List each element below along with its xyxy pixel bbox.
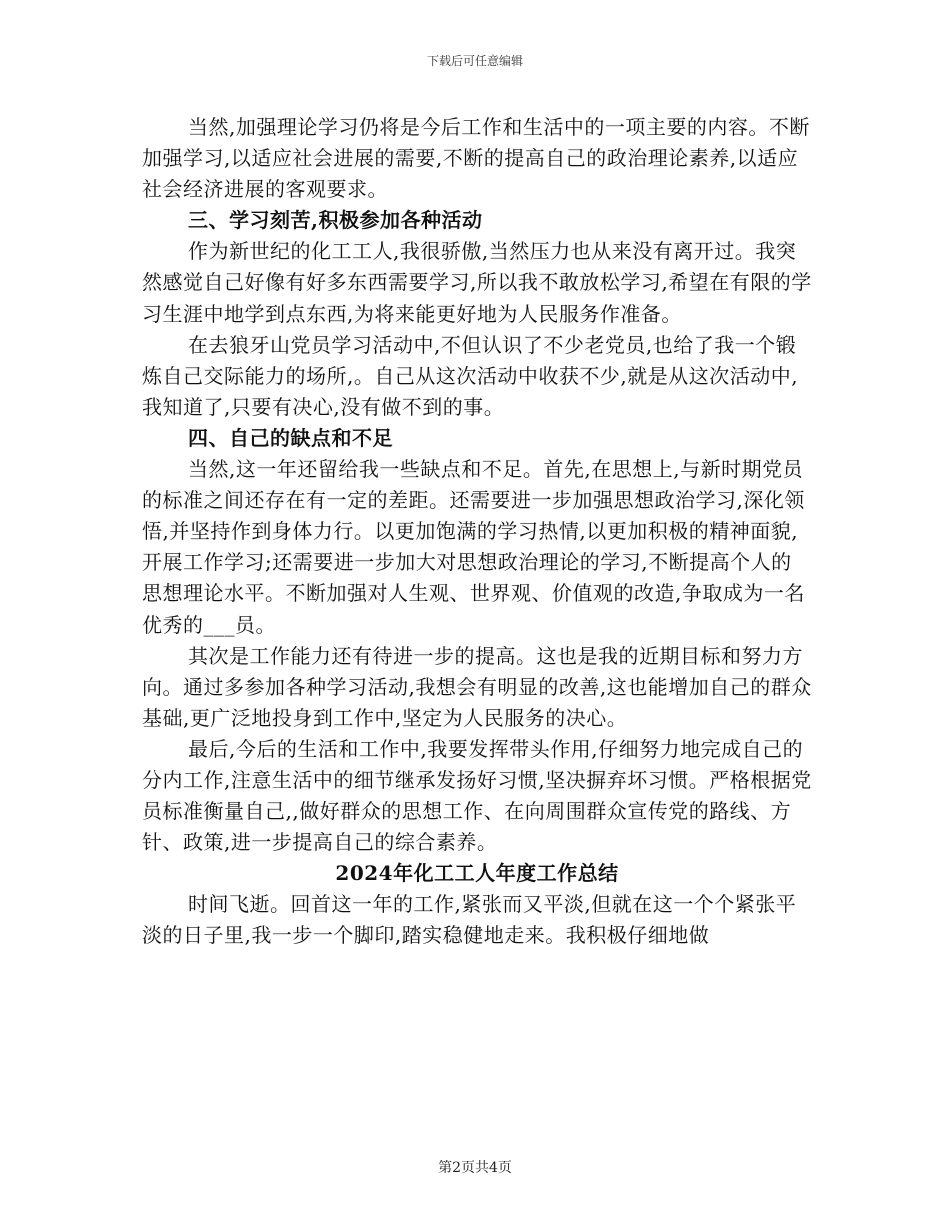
page-header: 下载后可任意编辑 (426, 54, 523, 68)
page-footer: 第2页共4页 (438, 1160, 512, 1176)
paragraph-chemical-worker: 作为新世纪的化工工人,我很骄傲,当然压力也从来没有离开过。我突然感觉自己好像有好多东西需要学习,所以我不敢放松学习,希望在有限的学习生涯中地学到点东西,为将来能更好地为人民服务作准备。 (142, 239, 812, 326)
paragraph-theory-study: 当然,加强理论学习仍将是今后工作和生活中的一项主要的内容。不断加强学习,以适应社会进展的需要,不断的提高自己的政治理论素养,以适应社会经济进展的客观要求。 (142, 115, 810, 202)
document-title-2024: 2024年化工工人年度工作总结 (335, 861, 619, 886)
paragraph-langya-activity: 在去狼牙山党员学习活动中,不但认识了不少老党员,也给了我一个锻炼自己交际能力的场所,。自己从这次活动中收获不少,就是从这次活动中,我知道了,只要有决心,没有做不到的事。 (142, 332, 799, 419)
section-heading-3: 三、学习刻苦,积极参加各种活动 (188, 208, 483, 233)
paragraph-finally: 最后,今后的生活和工作中,我要发挥带头作用,仔细努力地完成自己的分内工作,注意生活中的细节继承发扬好习惯,坚决摒弃坏习惯。严格根据党员标准衡量自己,,做好群众的思想工作、在向周围群众宣传党的路线、方针、政策,进一步提高自己的综合素养。 (142, 736, 812, 855)
paragraph-time-flies: 时间飞逝。回首这一年的工作,紧张而又平淡,但就在这一个个紧张平淡的日子里,我一步一个脚印,踏实稳健地走来。我积极仔细地做 (142, 892, 797, 948)
section-heading-4: 四、自己的缺点和不足 (188, 425, 393, 450)
document-body (142, 112, 812, 952)
paragraph-shortcomings: 当然,这一年还留给我一些缺点和不足。首先,在思想上,与新时期党员的标准之间还存在有一定的差距。还需要进一步加强思想政治学习,深化领悟,并坚持作到身体力行。以更加饱满的学习热情,以更加积极的精神面貌,开展工作学习;还需要进一步加大对思想政治理论的学习,不断提高个人的思想理论水平。不断加强对人生观、世界观、价值观的改造,争取成为一名优秀的___员。 (142, 457, 805, 637)
paragraph-work-ability: 其次是工作能力还有待进一步的提高。这也是我的近期目标和努力方向。通过多参加各种学习活动,我想会有明显的改善,这也能增加自己的群众基础,更广泛地投身到工作中,坚定为人民服务的决心。 (142, 643, 812, 730)
